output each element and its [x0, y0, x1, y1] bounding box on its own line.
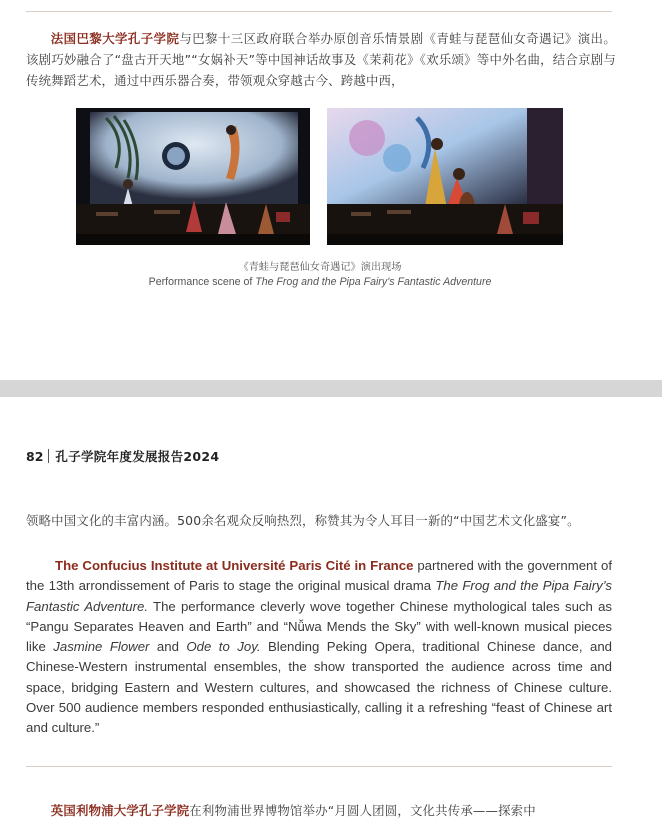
chinese-paragraph-continuation: 领略中国文化的丰富内涵。500余名观众反响热烈，称赞其为令人耳目一新的“中国艺术文化盛宴”。 [26, 513, 580, 528]
chinese-paragraph-next [26, 800, 616, 821]
report-title: 孔子学院年度发展报告2024 [55, 449, 220, 464]
english-drama-title: The Frog and the Pipa Fairy’s Fantastic Adventure. [26, 578, 612, 614]
english-text-part1: partnered with the government of the 13th arrondissement of Paris to stage the original musical drama [26, 558, 612, 594]
english-text-and: and [149, 639, 187, 655]
page-number: 82 [26, 448, 44, 464]
bottom-divider [26, 766, 612, 767]
page-separator [0, 380, 662, 397]
caption-title: The Frog and the Pipa Fairy’s Fantastic Adventure [255, 276, 492, 288]
caption-prefix: Performance scene of [148, 276, 256, 288]
chinese-paragraph-top [26, 28, 616, 91]
performance-photo-right-image [327, 108, 563, 245]
english-institute-highlight: The Confucius Institute at Université Paris Cité in France [55, 558, 414, 573]
performance-photo-left [76, 108, 310, 245]
next-paragraph-text: 在利物浦世界博物馆举办“月圆人团圆，文化共传承——探索中 [189, 803, 536, 818]
english-paragraph [26, 556, 612, 739]
liverpool-institute-highlight: 英国利物浦大学孔子学院 [50, 803, 190, 818]
english-text-part2: The performance cleverly wove together Chinese mythological tales such as “Pangu Separates Heaven and Earth” and “Nǚwa Mends the Sky” with well-known musical pieces like [26, 598, 612, 655]
institute-name-highlight: 法国巴黎大学孔子学院 [50, 31, 180, 46]
performance-photo-left-image [76, 108, 310, 245]
performance-photo-right [327, 108, 563, 245]
header-divider [48, 449, 49, 463]
english-song-jasmine: Jasmine Flower [53, 639, 150, 655]
top-divider [26, 11, 612, 12]
english-song-ode: Ode to Joy. [186, 639, 261, 655]
photo-caption-english [0, 276, 640, 288]
english-text-part3: Blending Peking Opera, traditional Chinese dance, and Chinese-Western instrumental ensembles, the show transported the audience across time and space, bridging Eastern and Western cultures, and showcased the richness of Chinese culture. Over 500 audience members responded enthusiastically, calling it a refreshing “feast of Chinese art and culture.” [26, 639, 612, 736]
photo-caption-chinese: 《青蛙与琵琶仙女奇遇记》演出现场 [238, 262, 402, 273]
running-header [26, 447, 219, 465]
chinese-paragraph-text: 与巴黎十三区政府联合举办原创音乐情景剧《青蛙与琵琶仙女奇遇记》演出。该剧巧妙融合了“盘古开天地”“女娲补天”等中国神话故事及《茉莉花》《欢乐颂》等中外名曲，结合京剧与传统舞蹈艺术，通过中西乐器合奏，带领观众穿越古今、跨越中西， [26, 31, 616, 88]
